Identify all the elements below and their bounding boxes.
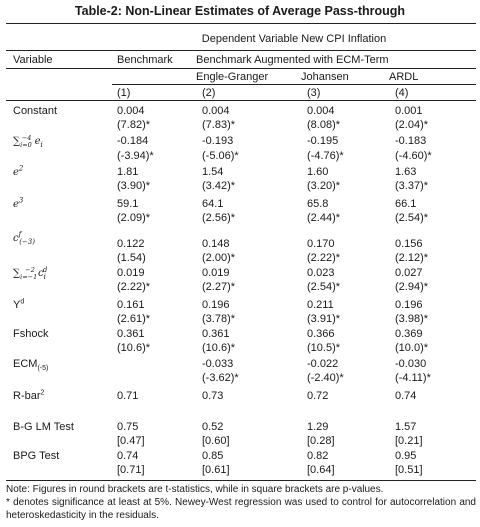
coefficient-cell: 0.019	[117, 267, 145, 279]
statistic-cell: (3.90)*	[117, 180, 151, 192]
coefficient-cell: -0.022	[307, 358, 339, 370]
significance-note: * denotes significance at least at 5%. Newey-West regression was used to control for autocorrelation and heteroskedasticity in the residuals.	[6, 497, 476, 521]
row-label-ecm: $ECM_{(-5)}$	[13, 358, 49, 373]
statistic-cell: [0.64]	[307, 464, 335, 476]
statistic-cell: [0.21]	[395, 435, 423, 447]
statistic-cell: (3.42)*	[202, 180, 236, 192]
statistic-cell: (2.94)*	[395, 281, 429, 293]
statistic-cell: (10.5)*	[307, 342, 341, 354]
coefficient-cell: 64.1	[202, 198, 224, 210]
coefficient-cell: -0.183	[395, 135, 427, 147]
coefficient-cell: 0.85	[202, 450, 224, 462]
coefficient-cell: 0.95	[395, 450, 417, 462]
statistic-cell: (2.22)*	[117, 281, 151, 293]
coefficient-cell: -0.033	[202, 358, 234, 370]
statistic-cell: (7.82)*	[117, 119, 151, 131]
statistic-cell: (3.91)*	[307, 313, 341, 325]
statistic-cell: (10.6)*	[202, 342, 236, 354]
statistic-cell: (8.08)*	[307, 119, 341, 131]
row-label-e-squared: $e^2$	[13, 164, 24, 178]
statistic-cell: (10.6)*	[117, 342, 151, 354]
col-number-3: (3)	[307, 87, 321, 99]
coefficient-cell: 0.74	[117, 450, 139, 462]
coefficient-cell: 0.361	[202, 328, 230, 340]
row-label-bpg: BPG Test	[13, 450, 60, 462]
coefficient-cell: 0.82	[307, 450, 329, 462]
coefficient-cell: 0.74	[395, 390, 417, 402]
row-label-bg-lm: B-G LM Test	[13, 421, 74, 433]
col-number-4: (4)	[395, 87, 409, 99]
coefficient-cell: -0.193	[202, 135, 234, 147]
statistic-cell: (2.00)*	[202, 252, 236, 264]
statistic-cell: (-4.11)*	[395, 372, 431, 384]
engle-granger-header: Engle-Granger	[196, 71, 269, 83]
row-label-e-cubed: $e^3$	[13, 196, 24, 210]
table-note: Note: Figures in round brackets are t-statistics, while in square brackets are p-values.	[6, 484, 384, 495]
row-label-sum-e: $\sum_{i=0}^{-4}$ $e_i$	[13, 133, 43, 149]
dependent-variable-header: Dependent Variable New CPI Inflation	[201, 33, 387, 45]
statistic-cell: (3.78)*	[202, 313, 236, 325]
coefficient-cell: -0.184	[117, 135, 149, 147]
coefficient-cell: 1.29	[307, 421, 329, 433]
coefficient-cell: 0.148	[202, 238, 230, 250]
coefficient-cell: 0.196	[395, 299, 423, 311]
statistic-cell: (-2.40)*	[307, 372, 344, 384]
coefficient-cell: 0.73	[202, 390, 224, 402]
coefficient-cell: 59.1	[117, 198, 139, 210]
subcolumn-rule	[112, 84, 476, 85]
statistic-cell: (3.20)*	[307, 180, 341, 192]
statistic-cell: [0.71]	[117, 464, 145, 476]
coefficient-cell: 0.369	[395, 328, 423, 340]
statistic-cell: [0.47]	[117, 435, 145, 447]
coefficient-cell: 0.72	[307, 390, 329, 402]
coefficient-cell: -0.030	[395, 358, 427, 370]
coefficient-cell: 0.161	[117, 299, 145, 311]
coefficient-cell: 1.63	[395, 166, 417, 178]
coefficient-cell: 0.001	[395, 105, 423, 117]
body-top-rule	[6, 100, 476, 101]
coefficient-cell: 66.1	[395, 198, 417, 210]
coefficient-cell: 0.361	[117, 328, 145, 340]
coefficient-cell: 1.60	[307, 166, 329, 178]
coefficient-cell: 0.52	[202, 421, 224, 433]
statistic-cell: [0.60]	[202, 435, 230, 447]
row-label-fshock: Fshock	[13, 328, 49, 340]
coefficient-cell: 0.004	[117, 105, 145, 117]
statistic-cell: (2.54)*	[395, 212, 429, 224]
statistic-cell: (-3.94)*	[117, 150, 154, 162]
table-bottom-rule	[6, 480, 476, 481]
ardl-header: ARDL	[389, 71, 419, 83]
coefficient-cell: 0.170	[307, 238, 335, 250]
coefficient-cell: 65.8	[307, 198, 329, 210]
statistic-cell: (3.98)*	[395, 313, 429, 325]
coefficient-cell: 0.004	[202, 105, 230, 117]
table-title: Table-2: Non-Linear Estimates of Average Pass-through	[74, 4, 406, 18]
variable-header-rule	[6, 68, 476, 69]
row-label-rbar: R-bar$^2$	[13, 389, 45, 402]
statistic-cell: (-3.62)*	[202, 372, 239, 384]
coefficient-cell: 0.027	[395, 267, 423, 279]
statistic-cell: (2.22)*	[307, 252, 341, 264]
header-rule	[6, 50, 476, 51]
coefficient-cell: 0.211	[307, 299, 334, 311]
statistic-cell: (2.04)*	[395, 119, 429, 131]
coefficient-cell: 0.004	[307, 105, 335, 117]
coefficient-cell: 0.156	[395, 238, 423, 250]
coefficient-cell: 0.366	[307, 328, 335, 340]
statistic-cell: (2.54)*	[307, 281, 341, 293]
coefficient-cell: 0.019	[202, 267, 230, 279]
statistic-cell: [0.61]	[202, 464, 230, 476]
statistic-cell: (-4.60)*	[395, 150, 432, 162]
coefficient-cell: 1.54	[202, 166, 224, 178]
statistic-cell: (-4.76)*	[307, 150, 344, 162]
johansen-header: Johansen	[301, 71, 349, 83]
col-number-2: (2)	[202, 87, 216, 99]
statistic-cell: (7.83)*	[202, 119, 236, 131]
statistic-cell: (-5.06)*	[202, 150, 239, 162]
statistic-cell: (10.0)*	[395, 342, 429, 354]
ecm-group-header: Benchmark Augmented with ECM-Term	[196, 54, 389, 66]
coefficient-cell: 1.81	[117, 166, 139, 178]
coefficient-cell: 0.196	[202, 299, 230, 311]
statistic-cell: (2.61)*	[117, 313, 151, 325]
coefficient-cell: 0.75	[117, 421, 139, 433]
variable-column-header: Variable	[13, 54, 53, 66]
coefficient-cell: 0.023	[307, 267, 335, 279]
row-label-sum-cd: $\sum_{i=-1}^{-2}$ $c_i^d$	[13, 265, 48, 281]
statistic-cell: (2.56)*	[202, 212, 236, 224]
statistic-cell: (2.09)*	[117, 212, 151, 224]
row-label-constant: Constant	[13, 105, 58, 117]
statistic-cell: (2.12)*	[395, 252, 429, 264]
coefficient-cell: 0.122	[117, 238, 145, 250]
statistic-cell: (2.44)*	[307, 212, 341, 224]
benchmark-column-header: Benchmark	[117, 54, 173, 66]
statistic-cell: [0.28]	[307, 435, 335, 447]
statistic-cell: (3.37)*	[395, 180, 429, 192]
row-label-cf-lag: $c^f_{(-3)}$	[13, 230, 35, 246]
coefficient-cell: 0.71	[117, 390, 139, 402]
coefficient-cell: -0.195	[307, 135, 339, 147]
row-label-y: $Y^d$	[13, 298, 25, 311]
statistic-cell: (2.27)*	[202, 281, 236, 293]
coefficient-cell: 1.57	[395, 421, 417, 433]
col-number-1: (1)	[117, 87, 131, 99]
statistic-cell: (1.54)	[117, 252, 146, 264]
table-top-rule	[6, 23, 476, 24]
statistic-cell: [0.51]	[395, 464, 423, 476]
